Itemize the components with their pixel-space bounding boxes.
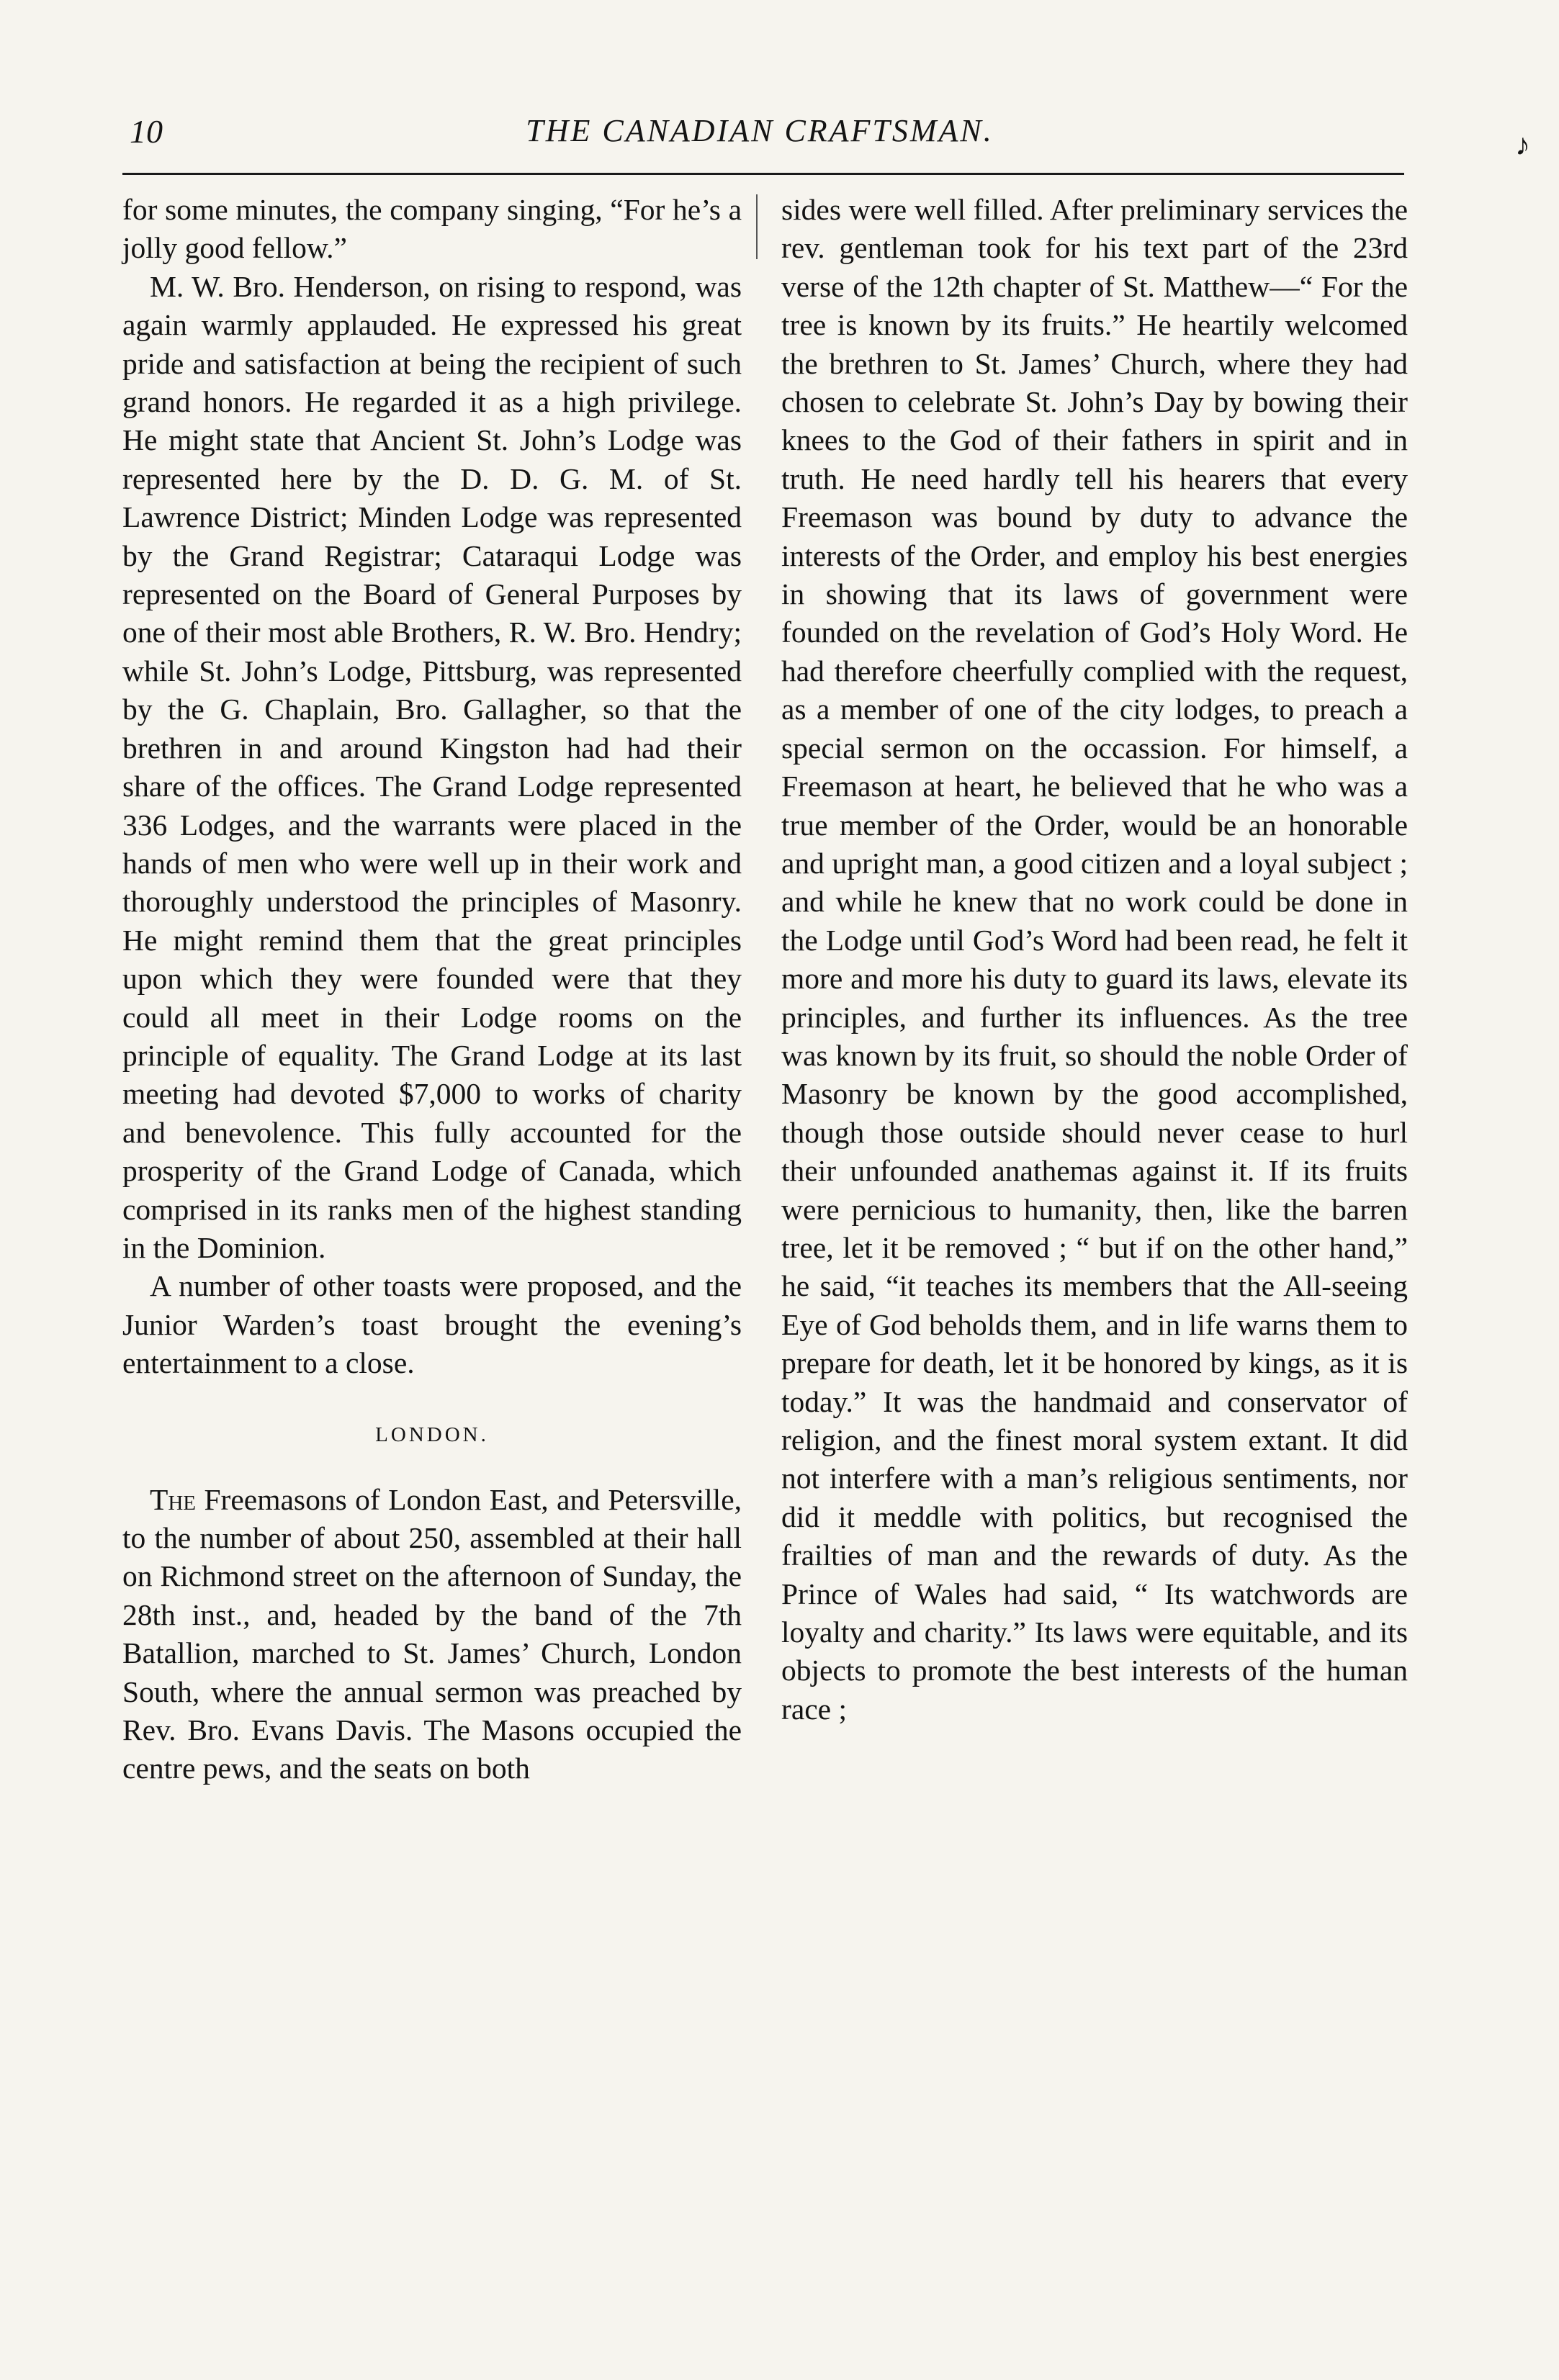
paragraph: for some minutes, the company singing, “For he’s a jolly good fellow.” [122, 193, 742, 265]
left-column [122, 191, 742, 1788]
header-rule [122, 173, 1404, 175]
right-column [781, 191, 1408, 1728]
paragraph-body: Freemasons of London East, and Petersville, to the number of about 250, assembled at their hall on Richmond street on the afternoon of Sunday, the 28th inst., and, headed by the band of the 7th Batallion, marched to St. James’ Church, London South, where the annual sermon was preached by Rev. Bro. Evans Davis. The Masons occupied the centre pews, and the seats on both [122, 1482, 742, 1785]
section-heading: LONDON. [375, 1423, 489, 1446]
page-header [108, 108, 1411, 166]
page-number: 10 [130, 113, 163, 150]
paragraph: A number of other toasts were proposed, and the Junior Warden’s toast brought the evening’s entertainment to a close. [122, 1269, 742, 1380]
column-divider [756, 194, 758, 2354]
corner-mark: ♪ [1515, 129, 1530, 162]
running-head: THE CANADIAN CRAFTSMAN. [526, 113, 994, 148]
paragraph [122, 1481, 742, 1788]
lead-word: The [150, 1482, 197, 1516]
paragraph: sides were well filled. After preliminary services the rev. gentleman took for his text part of the 23rd verse of the 12th chapter of St. Matthew—“ For the tree is known by its fruits.” He heartily welcomed the brethren to St. James’ Church, where they had chosen to celebrate St. John’s Day by bowing their knees to the God of their fathers in spirit and in truth. He need hardly tell his hearers that every Freemason was bound by duty to advance the interests of the Order, and employ his best energies in showing that its laws of government were founded on the revelation of God’s Holy Word. He had therefore cheerfully complied with the request, as a member of one of the city lodges, to preach a special sermon on the occassion. For himself, a Freemason at heart, he believed that he who was a true member of the Order, would be an honorable and upright man, a good citizen and a loyal subject ; and while he knew that no work could be done in the Lodge until God’s Word had been read, he felt it more and more his duty to guard its laws, elevate its principles, and further its influences. As the tree was known by its fruit, so should the noble Order of Masonry be known by the good accomplished, though those outside should never cease to hurl their unfounded anathemas against it. If its fruits were pernicious to humanity, then, like the barren tree, let it be removed ; “ but if on the other hand,” he said, “it teaches its members that the All-seeing Eye of God beholds them, and in life warns them to prepare for death, let it be honored by kings, as it is today.” It was the handmaid and conservator of religion, and the finest moral system extant. It did not interfere with a man’s religious sentiments, nor did it meddle with politics, but recognised the frailties of man and the rewards of duty. As the Prince of Wales had said, “ Its watchwords are loyalty and charity.” Its laws were equitable, and its objects to promote the best interests of the human race ; [781, 193, 1408, 1726]
paragraph: M. W. Bro. Henderson, on rising to respond, was again warmly applauded. He expressed his great pride and satisfaction at being the recipient of such grand honors. He regarded it as a high privilege. He might state that Ancient St. John’s Lodge was represented here by the D. D. G. M. of St. Lawrence District; Minden Lodge was represented by the Grand Registrar; Cataraqui Lodge was represented on the Board of General Purposes by one of their most able Brothers, R. W. Bro. Hendry; while St. John’s Lodge, Pittsburg, was represented by the G. Chaplain, Bro. Gallagher, so that the brethren in and around Kingston had had their share of the offices. The Grand Lodge represented 336 Lodges, and the warrants were placed in the hands of men who were well up in their work and thoroughly understood the principles of Masonry. He might remind them that the great principles upon which they were founded were that they could all meet in their Lodge rooms on the principle of equality. The Grand Lodge at its last meeting had devoted $7,000 to works of charity and benevolence. This fully accounted for the prosperity of the Grand Lodge of Canada, which comprised in its ranks men of the highest standing in the Dominion. [122, 269, 742, 1264]
